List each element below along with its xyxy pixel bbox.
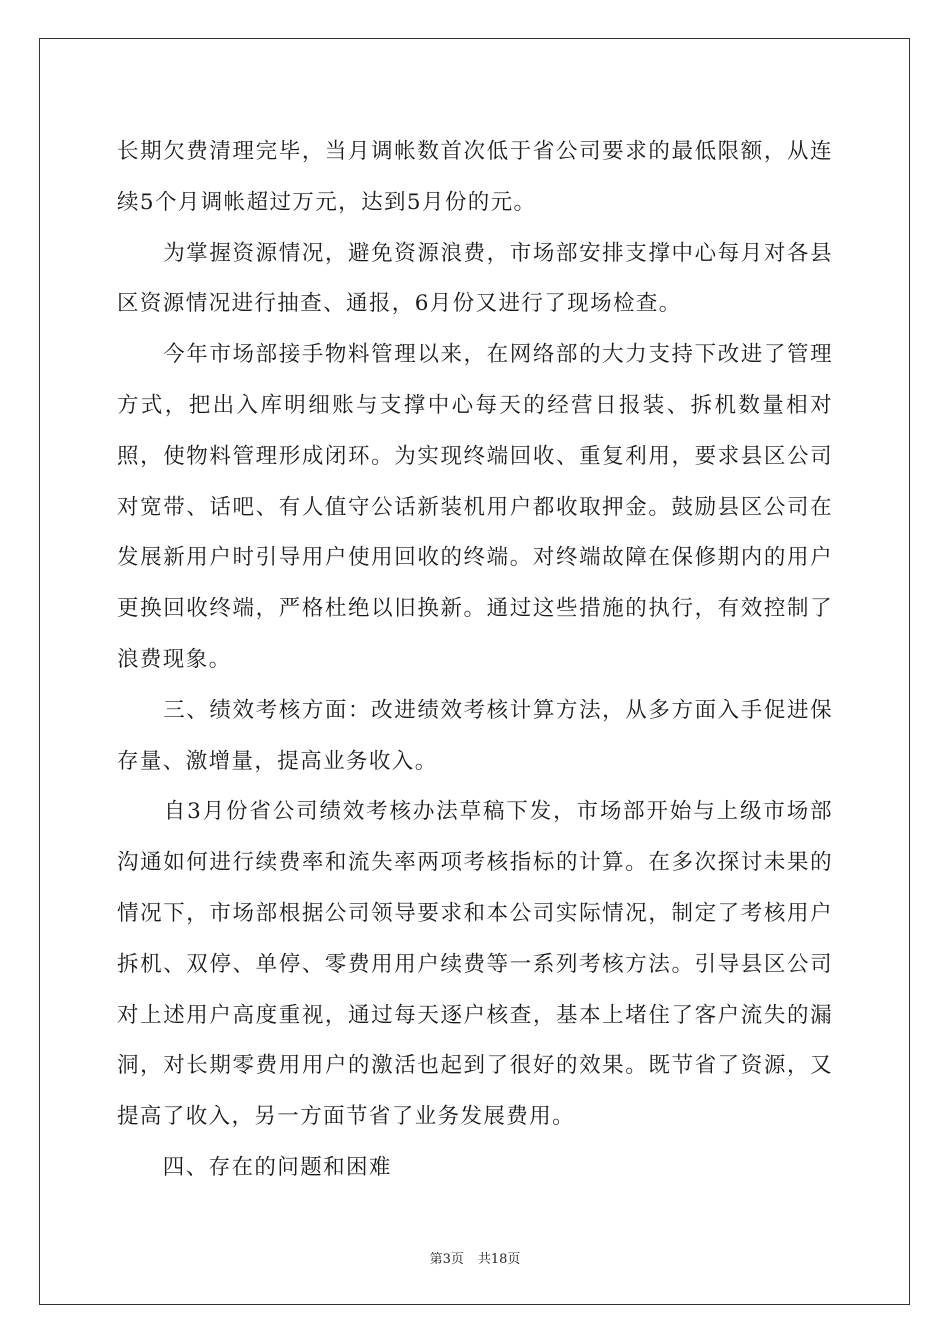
- paragraph-1: 长期欠费清理完毕，当月调帐数首次低于省公司要求的最低限额，从连续5个月调帐超过万元，达到5月份的元。: [117, 139, 833, 215]
- document-body: [117, 127, 833, 1194]
- paragraph-2: 为掌握资源情况，避免资源浪费，市场部安排支撑中心每月对各县区资源情况进行抽查、通报，6月份又进行了现场检查。: [117, 240, 833, 317]
- paragraph-5: 自3月份省公司绩效考核办法草稿下发，市场部开始与上级市场部沟通如何进行续费率和流失率两项考核指标的计算。在多次探讨未果的情况下，市场部根据公司领导要求和本公司实际情况，制定了考核用户拆机、双停、单停、零费用用户续费等一系列考核方法。引导县区公司对上述用户高度重视，通过每天逐户核查，基本上堵住了客户流失的漏洞，对长期零费用用户的激活也起到了很好的效果。既节省了资源，又提高了收入，另一方面节省了业务发展费用。: [117, 799, 833, 1130]
- total-pages: 共18页: [477, 1252, 521, 1267]
- paragraph-3: 今年市场部接手物料管理以来，在网络部的大力支持下改进了管理方式，把出入库明细账与支撑中心每天的经营日报装、拆机数量相对照，使物料管理形成闭环。为实现终端回收、重复利用，要求县区公司对宽带、话吧、有人值守公话新装机用户都收取押金。鼓励县区公司在发展新用户时引导用户使用回收的终端。对终端故障在保修期内的用户更换回收终端，严格杜绝以旧换新。通过这些措施的执行，有效控制了浪费现象。: [117, 342, 833, 672]
- paragraph-4: 三、绩效考核方面：改进绩效考核计算方法，从多方面入手促进保存量、激增量，提高业务收入。: [117, 697, 833, 774]
- paragraph-6: 四、存在的问题和困难: [117, 1154, 392, 1180]
- page-number: 第3页: [429, 1252, 464, 1267]
- page-footer: [0, 1248, 950, 1267]
